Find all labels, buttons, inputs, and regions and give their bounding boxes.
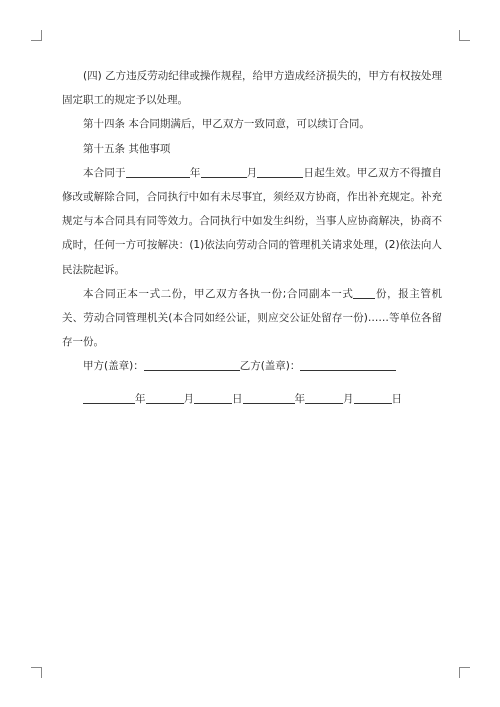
party-b-year-blank [243,391,295,404]
crop-mark-bottom-left [31,667,42,678]
party-a-seal-blank [144,358,240,371]
party-a-year-blank [83,391,135,404]
effective-date-paragraph [62,161,442,282]
party-a-month-blank [146,391,184,404]
party-b-seal-blank [300,358,396,371]
party-b-day-label: 日 [391,392,402,405]
party-a-month-label: 月 [183,392,194,405]
party-a-day-blank [194,391,232,404]
crop-mark-top-right [459,30,470,41]
party-a-label: 甲方(盖章)： [83,360,144,373]
signature-date-row [62,387,442,411]
copies-count-blank [353,286,375,299]
clause-4: (四) 乙方违反劳动纪律或操作规程，给甲方造成经济损失的，甲方有权按处理固定职工的规定予以处理。 [62,70,442,107]
crop-mark-top-left [31,30,42,41]
article-14: 第十四条 本合同期满后，甲乙双方一致同意，可以续订合同。 [83,118,370,131]
year-blank [126,165,190,178]
month-blank [201,165,247,178]
copies-paragraph [62,282,442,355]
crop-mark-bottom-right [459,667,470,678]
party-b-month-label: 月 [343,392,354,405]
year-label: 年 [189,166,201,179]
month-label: 月 [246,166,258,179]
party-b-day-blank [354,391,392,404]
party-a-day-label: 日 [232,392,243,405]
p2-rest-text: 份，报主管机关、劳动合同管理机关(本合同如经公证，则应交公证处留存一份)……等单位各留存一份。 [62,287,442,349]
signature-row [62,354,442,378]
p1-rest-text: 日起生效。甲乙双方不得擅自修改或解除合同，合同执行中如有未尽事宜，须经双方协商，作出补充规定。补充规定与本合同具有同等效力。合同执行中如发生纠纷，当事人应协商解决，协商不成时，任何一方可按解决：(1)依法向劳动合同的管理机关请求处理，(2)依法向人民法院起诉。 [62,166,443,276]
party-b-label: 乙方(盖章)： [239,360,301,373]
party-b-month-blank [305,391,343,404]
p1-start-text: 本合同于 [83,166,126,179]
article-15-title: 第十五条 其他事项 [83,142,171,155]
party-b-year-label: 年 [294,392,305,405]
document-body [62,64,442,411]
party-a-year-label: 年 [135,392,146,405]
day-blank [257,165,303,178]
p2-start-text: 本合同正本一式二份，甲乙双方各执一份;合同副本一式 [83,287,354,300]
